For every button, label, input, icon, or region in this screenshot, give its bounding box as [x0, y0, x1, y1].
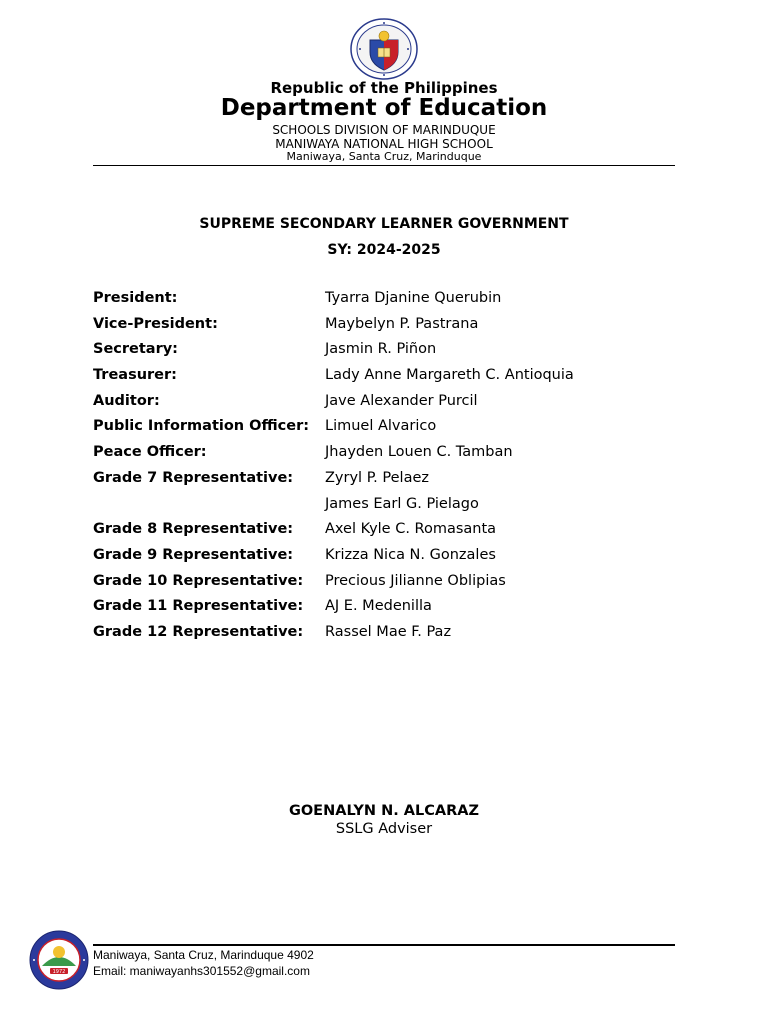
officer-position: Grade 11 Representative:: [93, 598, 304, 615]
officer-name: Axel Kyle C. Romasanta: [325, 521, 497, 538]
deped-seal-icon: [350, 18, 418, 80]
officer-name: James Earl G. Pielago: [325, 495, 479, 512]
officer-name: Maybelyn P. Pastrana: [325, 315, 479, 332]
officer-position: Grade 12 Representative:: [93, 623, 304, 640]
school-seal-year: 1972: [52, 969, 66, 975]
officer-name: Jasmin R. Piñon: [325, 341, 437, 358]
officer-row: [93, 418, 693, 444]
officer-position: Public Information Officer:: [93, 418, 310, 435]
officer-name: AJ E. Medenilla: [325, 598, 432, 615]
officer-position: Vice-President:: [93, 315, 218, 332]
republic-heading: Republic of the Philippines: [270, 79, 498, 97]
officer-row: [93, 598, 693, 624]
officer-row: [93, 521, 693, 547]
officer-row: [93, 367, 693, 393]
officer-row: [93, 496, 693, 522]
officer-position: Grade 10 Representative:: [93, 572, 304, 589]
department-heading: Department of Education: [220, 95, 548, 121]
school-heading: MANIWAYA NATIONAL HIGH SCHOOL: [275, 137, 493, 151]
division-heading: SCHOOLS DIVISION OF MARINDUQUE: [272, 123, 496, 137]
officer-position: Auditor:: [93, 392, 160, 409]
officer-position: Treasurer:: [93, 367, 177, 384]
officer-name: Rassel Mae F. Paz: [325, 623, 452, 640]
signatory-name: GOENALYN N. ALCARAZ: [288, 803, 480, 819]
officer-position: Grade 7 Representative:: [93, 469, 294, 486]
document-title: SUPREME SECONDARY LEARNER GOVERNMENT: [199, 216, 569, 232]
footer-email: Email: maniwayanhs301552@gmail.com: [93, 964, 310, 978]
officer-row: [93, 316, 693, 342]
officer-position: Grade 8 Representative:: [93, 521, 294, 538]
officer-row: [93, 573, 693, 599]
officer-row: [93, 290, 693, 316]
officer-row: [93, 624, 693, 650]
officer-position: President:: [93, 290, 178, 306]
header-divider: [93, 165, 675, 166]
officer-name: Jave Alexander Purcil: [325, 392, 478, 409]
officer-name: Krizza Nica N. Gonzales: [325, 546, 496, 563]
officer-position: Secretary:: [93, 341, 178, 358]
signatory-role: SSLG Adviser: [335, 821, 433, 837]
school-address: Maniwaya, Santa Cruz, Marinduque: [286, 150, 482, 163]
officer-name: Jhayden Louen C. Tamban: [325, 444, 513, 461]
officer-row: [93, 444, 693, 470]
school-year: SY: 2024-2025: [327, 242, 441, 258]
officer-name: Limuel Alvarico: [325, 418, 437, 435]
officer-name: Lady Anne Margareth C. Antioquia: [325, 367, 574, 384]
footer-address: Maniwaya, Santa Cruz, Marinduque 4902: [93, 948, 314, 962]
officer-list: [93, 290, 693, 650]
officer-position: Peace Officer:: [93, 444, 207, 461]
officer-row: [93, 393, 693, 419]
officer-name: Precious Jilianne Oblipias: [325, 572, 506, 589]
officer-name: Zyryl P. Pelaez: [325, 469, 429, 486]
officer-row: [93, 547, 693, 573]
officer-name: Tyarra Djanine Querubin: [325, 290, 502, 306]
footer-divider: [93, 944, 675, 946]
school-seal-icon: [28, 930, 90, 990]
officer-row: [93, 470, 693, 496]
officer-row: [93, 341, 693, 367]
officer-position: Grade 9 Representative:: [93, 546, 294, 563]
